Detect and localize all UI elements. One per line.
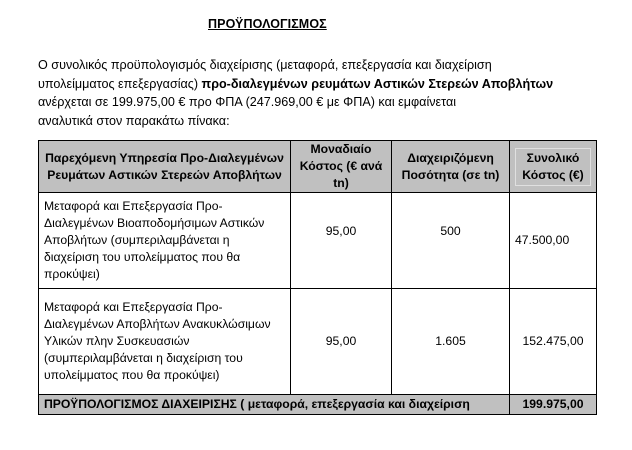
cell-unit-cost: 95,00: [291, 289, 392, 395]
intro-text: υπολείμματος επεξεργασίας): [38, 76, 199, 91]
header-quantity: Διαχειριζόμενη Ποσότητα (σε tn): [392, 141, 510, 193]
header-total-cost: [510, 141, 597, 193]
total-label: ΠΡΟΫΠΟΛΟΓΙΣΜΟΣ ΔΙΑΧΕΙΡΙΣΗΣ ( μεταφορά, επεξεργασία και διαχείριση: [39, 395, 510, 415]
table-row: [39, 193, 597, 289]
page-title: ΠΡΟΫΠΟΛΟΓΙΣΜΟΣ: [208, 17, 327, 31]
word: συνολικός: [51, 58, 108, 72]
cell-quantity: 1.605: [392, 289, 510, 395]
total-value: 199.975,00: [510, 395, 597, 415]
word: διαχείριση: [434, 58, 492, 72]
word: προϋπολογισμός: [110, 58, 207, 72]
cell-unit-cost: [291, 193, 392, 289]
intro-bold-text: προ-διαλεγμένων ρευμάτων Αστικών Στερεών Αποβλήτων: [198, 76, 554, 91]
intro-line-1: [38, 56, 596, 75]
table-row: [39, 289, 597, 395]
unit-cost-value: 95,00: [325, 224, 357, 238]
cell-service: Μεταφορά και Επεξεργασία Προ-Διαλεγμένων Αποβλήτων Ανακυκλώσιμων Υλικών πλην Συσκευασιών (συμπεριλαμβάνεται η διαχείριση του υπολείμματος που θα προκύψει): [39, 289, 291, 395]
cell-total: 47.500,00: [510, 193, 597, 289]
cell-total: 152.475,00: [510, 289, 597, 395]
intro-line-2: [38, 75, 596, 94]
budget-amount-text: ανέρχεται σε 199.975,00 € προ ΦΠΑ (247.969,00 € με ΦΠΑ): [38, 95, 375, 109]
budget-table: [38, 140, 597, 415]
word: διαχείρισης: [209, 58, 273, 72]
word: Ο: [38, 58, 48, 72]
quantity-value: 500: [440, 224, 461, 238]
header-unit-cost: Μοναδιαίο Κόστος (€ ανά tn): [291, 141, 392, 193]
header-total-cost-label: Συνολικό Κόστος (€): [515, 148, 591, 186]
word: και: [415, 58, 432, 72]
header-service: Παρεχόμενη Υπηρεσία Προ-Διαλεγμένων Ρευμάτων Αστικών Στερεών Αποβλήτων: [39, 141, 291, 193]
word: (μεταφορά,: [276, 58, 339, 72]
table-header-row: [39, 141, 597, 193]
word: επεξεργασία: [341, 58, 412, 72]
cell-quantity: [392, 193, 510, 289]
intro-paragraph: [38, 56, 596, 130]
cell-service: Μεταφορά και Επεξεργασία Προ-Διαλεγμένων Βιοαποδομήσιμων Αστικών Αποβλήτων (συμπεριλαμβάνεται η διαχείριση του υπολείμματος που θα προκύψει): [39, 193, 291, 289]
intro-text: και εμφαίνεται: [378, 95, 457, 109]
table-total-row: [39, 395, 597, 415]
intro-line-4: αναλυτικά στον παρακάτω πίνακα:: [38, 113, 230, 128]
intro-line-3: [38, 93, 596, 112]
